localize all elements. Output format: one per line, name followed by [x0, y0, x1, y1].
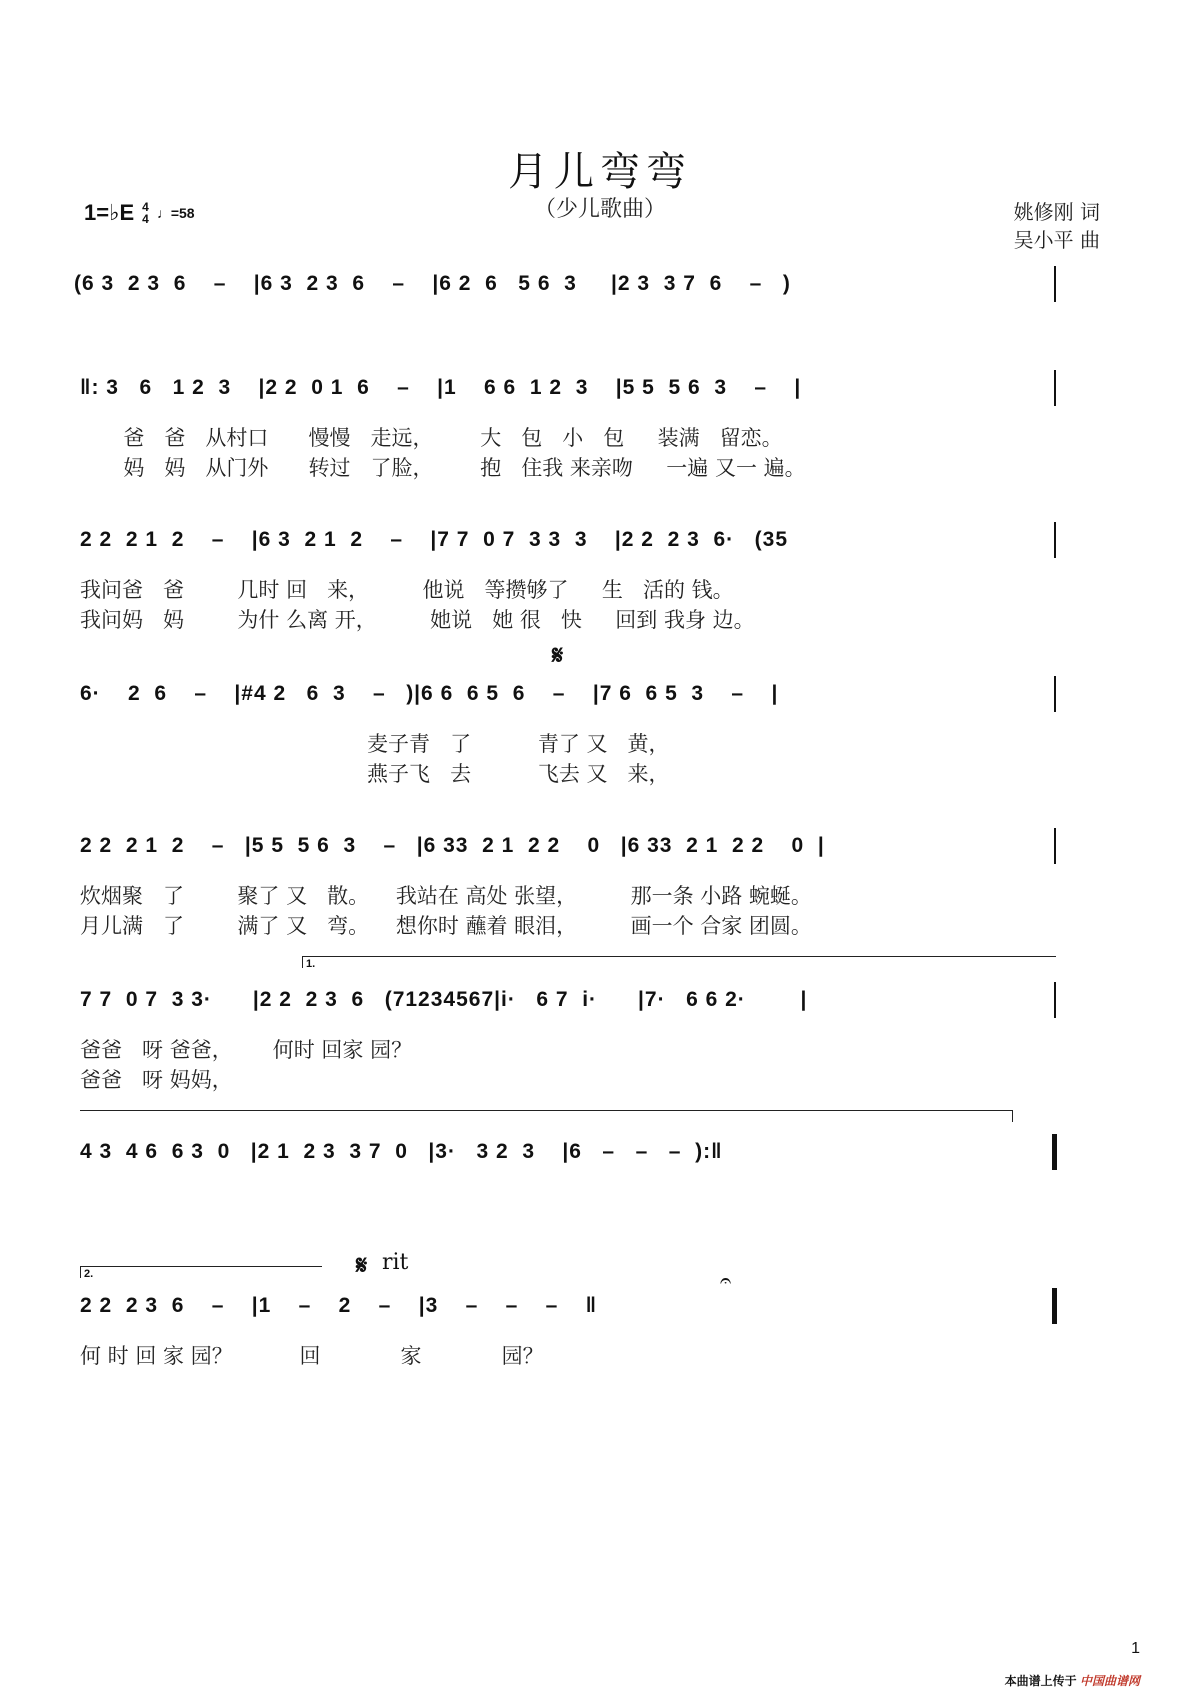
volta-2-hook: [80, 1266, 81, 1278]
song-title: 月儿弯弯: [508, 149, 692, 195]
song-subtitle: （少儿歌曲）: [533, 197, 666, 222]
lyric-verse-1: 我问爸 爸 几时 回 来， 他说 等攒够了 生 活的 钱。: [80, 578, 734, 602]
footer-brand-logo[interactable]: 中国曲谱网: [1079, 1674, 1140, 1688]
notation-line: 7 7 0 7 3 3· |2 2 2 3 6 (71234567|i· 6 7 i· |7· 6 6 2· |: [80, 988, 808, 1011]
lyric-verse-2: 妈 妈 从门外 转过 了脸， 抱 住我 来亲吻 一遍 又一 遍。: [110, 456, 806, 480]
barline: [1054, 522, 1056, 558]
notation-line: ‖: 3 6 1 2 3 |2 2 0 1 6 – |1 6 6 1 2 3 |5 5 5 6 3 – |: [80, 376, 802, 399]
segno-sign: 𝄋: [552, 640, 564, 670]
final-barline: [1052, 1288, 1057, 1324]
barline: [1054, 370, 1056, 406]
segno-sign-coda: 𝄋: [356, 1250, 368, 1280]
lyricist-credit: 姚修刚 词: [1013, 200, 1100, 224]
key-signature: 1=♭E: [84, 200, 135, 225]
volta-1-end-hook: [1012, 1110, 1013, 1122]
lyric-verse-1: 麦子青 了 青了 又 黄，: [80, 732, 670, 756]
footer-text: 本曲谱上传于: [1004, 1674, 1077, 1688]
barline: [1054, 676, 1056, 712]
tempo-marking: ♩=58: [156, 205, 195, 221]
time-top: 4: [142, 200, 149, 214]
lyric-verse-1: 何 时 回 家 园？ 回 家 园？: [80, 1344, 544, 1368]
lyric-verse-1: 爸爸 呀 爸爸， 何时 回家 园？: [80, 1038, 413, 1062]
lyric-verse-2: 月儿满 了 满了 又 弯。 想你时 蘸着 眼泪， 画一个 合家 团圆。: [80, 914, 812, 938]
notation-line: (6 3 2 3 6 – |6 3 2 3 6 – |6 2 6 5 6 3 |2 3 3 7 6 – ): [74, 272, 791, 295]
lyric-verse-2: 我问妈 妈 为什 么离 开， 她说 她 很 快 回到 我身 边。: [80, 608, 755, 632]
volta-1-bracket: [302, 956, 1056, 957]
fermata-icon: 𝄐: [720, 1270, 732, 1292]
volta-2-label: 2.: [84, 1268, 94, 1280]
notation-line: 2 2 2 1 2 – |5 5 5 6 3 – |6 33 2 1 2 2 0 |6 33 2 1 2 2 0 |: [80, 834, 825, 857]
lyric-verse-1: 炊烟聚 了 聚了 又 散。 我站在 高处 张望， 那一条 小路 蜿蜒。: [80, 884, 812, 908]
rit-marking: rit: [382, 1250, 409, 1275]
barline: [1054, 982, 1056, 1018]
notation-line: 2 2 2 3 6 – |1 – 2 – |3 – – – ‖: [80, 1294, 598, 1317]
footer-credit: [1005, 1672, 1140, 1689]
time-bottom: 4: [142, 212, 149, 226]
composer-credit: 吴小平 曲: [1013, 228, 1100, 252]
lyric-verse-2: 燕子飞 去 飞去 又 来，: [80, 762, 670, 786]
volta-1-hook: [302, 956, 303, 968]
time-signature: [142, 201, 149, 225]
volta-1-label: 1.: [306, 958, 316, 970]
page-number: 1: [1131, 1640, 1140, 1657]
key-signature-block: [84, 200, 195, 226]
barline: [1054, 828, 1056, 864]
lyric-verse-1: 爸 爸 从村口 慢慢 走远， 大 包 小 包 装满 留恋。: [110, 426, 783, 450]
lyric-verse-2: 爸爸 呀 妈妈，: [80, 1068, 233, 1092]
notation-line: 2 2 2 1 2 – |6 3 2 1 2 – |7 7 0 7 3 3 3 |2 2 2 3 6· (35: [80, 528, 788, 551]
volta-1-continuation: [80, 1110, 1012, 1111]
notation-line: 4 3 4 6 6 3 0 |2 1 2 3 3 7 0 |3· 3 2 3 |6 – – – ):‖: [80, 1140, 723, 1163]
notation-line: 6· 2 6 – |#4 2 6 3 – )|6 6 6 5 6 – |7 6 6 5 3 – |: [80, 682, 779, 705]
barline: [1054, 266, 1056, 302]
volta-2-bracket: [80, 1266, 322, 1267]
repeat-end-barline: [1052, 1134, 1057, 1170]
